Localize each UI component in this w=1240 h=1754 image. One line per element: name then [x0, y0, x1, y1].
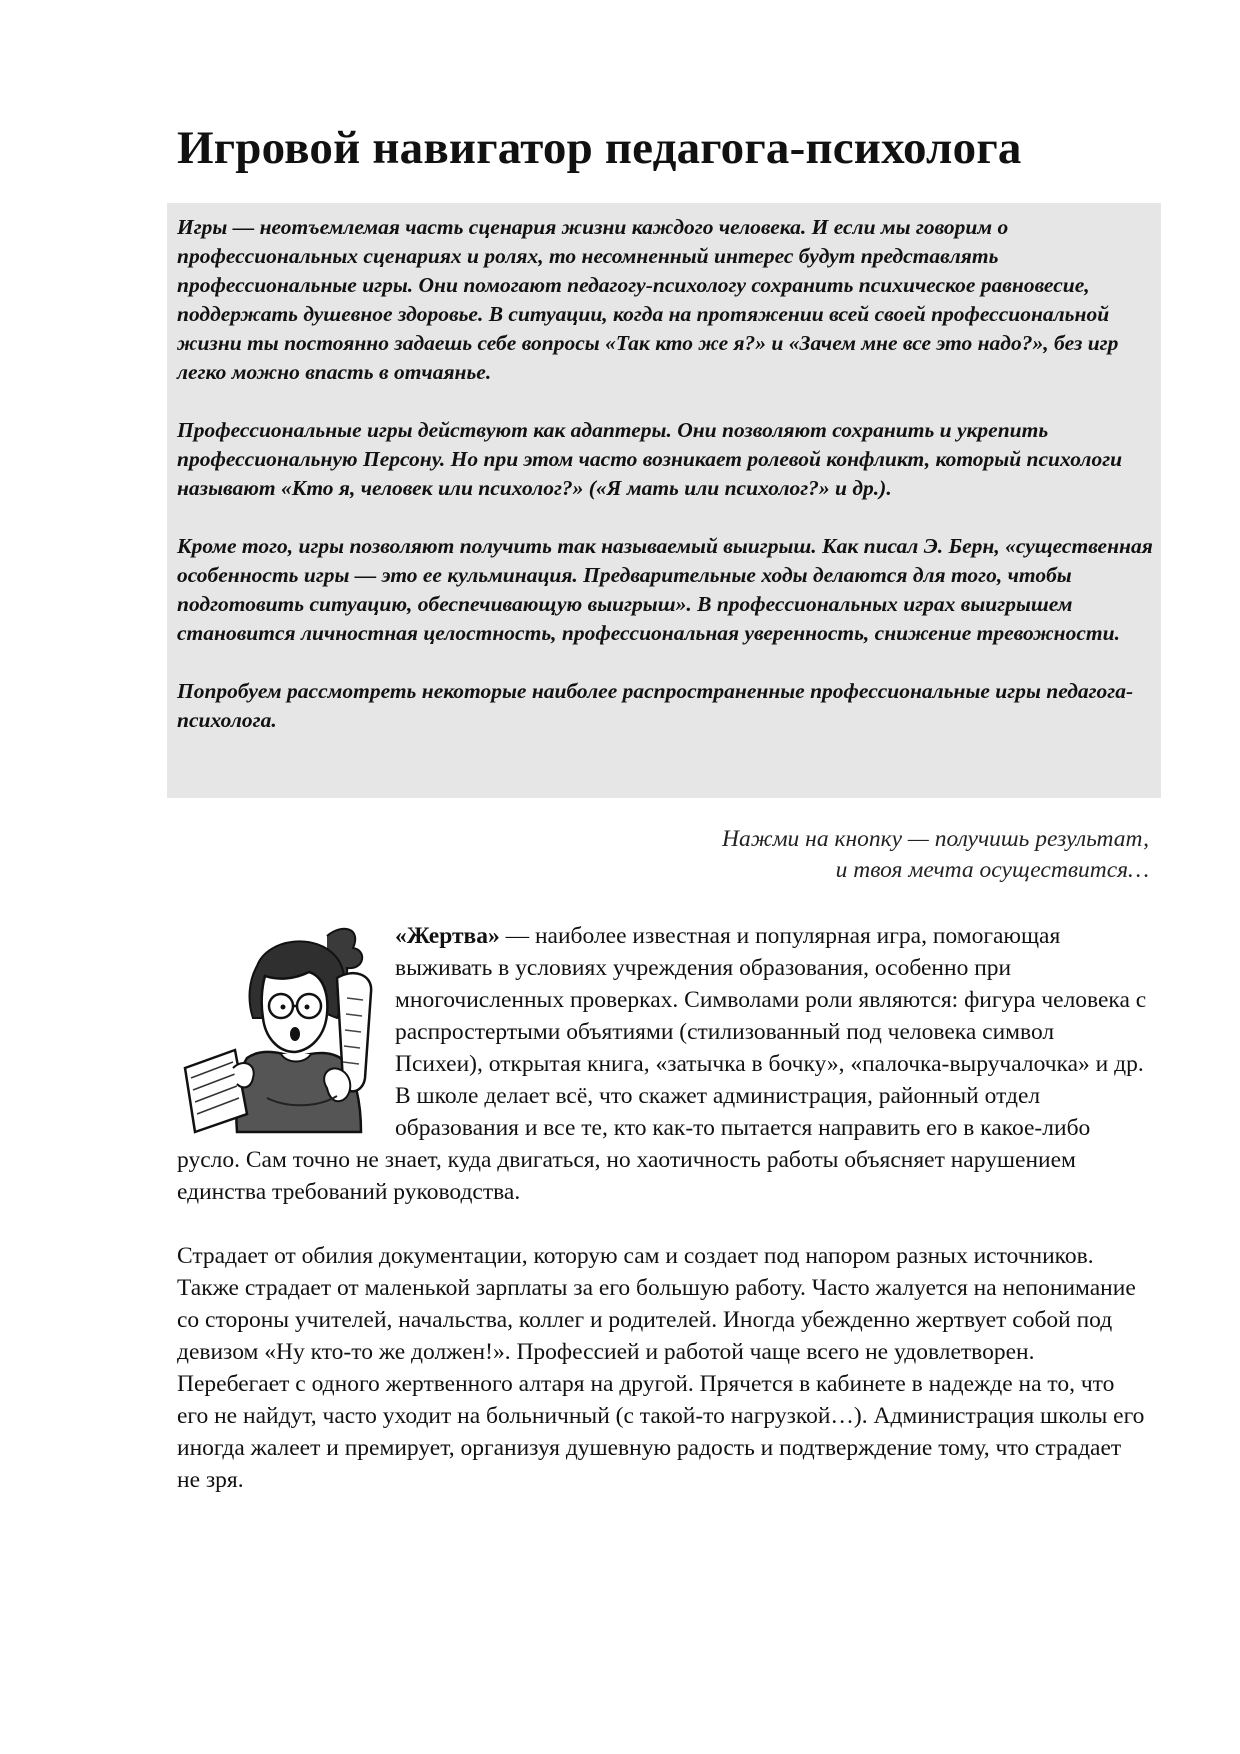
intro-box — [167, 203, 1161, 798]
section-paragraph: Страдает от обилия документации, которую сам и создает под напором разных источников. Также страдает от маленькой зарплаты за его большую работу. Часто жалуется на непонимание со стороны учителей, начальства, коллег и родителей. Иногда убежденно жертвует собой под девизом «Ну кто-то же должен!». Профессией и работой чаще всего не удовлетворен. Перебегает с одного жертвенного алтаря на другой. Прячется в кабинете в надежде на то, что его не найдут, часто уходит на больничный (с такой-то нагрузкой…). Администрация школы его иногда жалеет и премирует, организуя душевную радость и подтверждение тому, что страдает не зря. — [177, 1243, 1145, 1493]
intro-paragraph: Игры — неотъемлемая часть сценария жизни каждого человека. И если мы говорим о профессиональных сценариях и ролях, то несомненный интерес будут представлять профессиональные игры. Они помогают педагогу-психологу сохранить психическое равновесие, поддержать душевное здоровье. В ситуации, когда на протяжении всей своей профессиональной жизни ты постоянно задаешь себе вопросы «Так кто же я?» и «Зачем мне все это надо?», без игр легко можно впасть в отчаянье. — [177, 215, 1119, 384]
stressed-psychologist-illustration — [177, 918, 395, 1140]
section-victim — [177, 920, 1147, 1496]
epigraph-line: и твоя мечта осуществится… — [835, 857, 1149, 883]
role-term: «Жертва» — [395, 923, 500, 949]
section-text: — наиболее известная и популярная игра, помогающая выживать в условиях учреждения образования, особенно при многочисленных проверках. Символами роли являются: фигура человека с распростертыми объятиями (стилизованный под человека символ Психеи), открытая книга, «затычка в бочку», «палочка-выручалочка» и др. В школе делает всё, что скажет администрация, районный отдел образования и все те, кто как-то пытается направить его в какое-либо русло. Сам точно не знает, куда двигаться, но хаотичность работы объясняет нарушением единства требований руководства. — [177, 923, 1147, 1205]
intro-paragraph: Кроме того, игры позволяют получить так называемый выигрыш. Как писал Э. Берн, «существенная особенность игры — это ее кульминация. Предварительные ходы делаются для того, чтобы подготовить ситуацию, обеспечивающую выигрыш». В профессиональных играх выигрышем становится личностная целостность, профессиональная уверенность, снижение тревожности. — [177, 534, 1153, 645]
intro-paragraph: Попробуем рассмотреть некоторые наиболее распространенные профессиональные игры педагога-психолога. — [177, 679, 1134, 732]
epigraph — [722, 824, 1149, 886]
epigraph-line: Нажми на кнопку — получишь результат, — [721, 826, 1149, 852]
intro-paragraph: Профессиональные игры действуют как адаптеры. Они позволяют сохранить и укрепить профессиональную Персону. Но при этом часто возникает ролевой конфликт, который психологи называют «Кто я, человек или психолог?» («Я мать или психолог?» и др.). — [177, 418, 1123, 500]
page-title: Игровой навигатор педагога-психолога — [177, 122, 1022, 174]
